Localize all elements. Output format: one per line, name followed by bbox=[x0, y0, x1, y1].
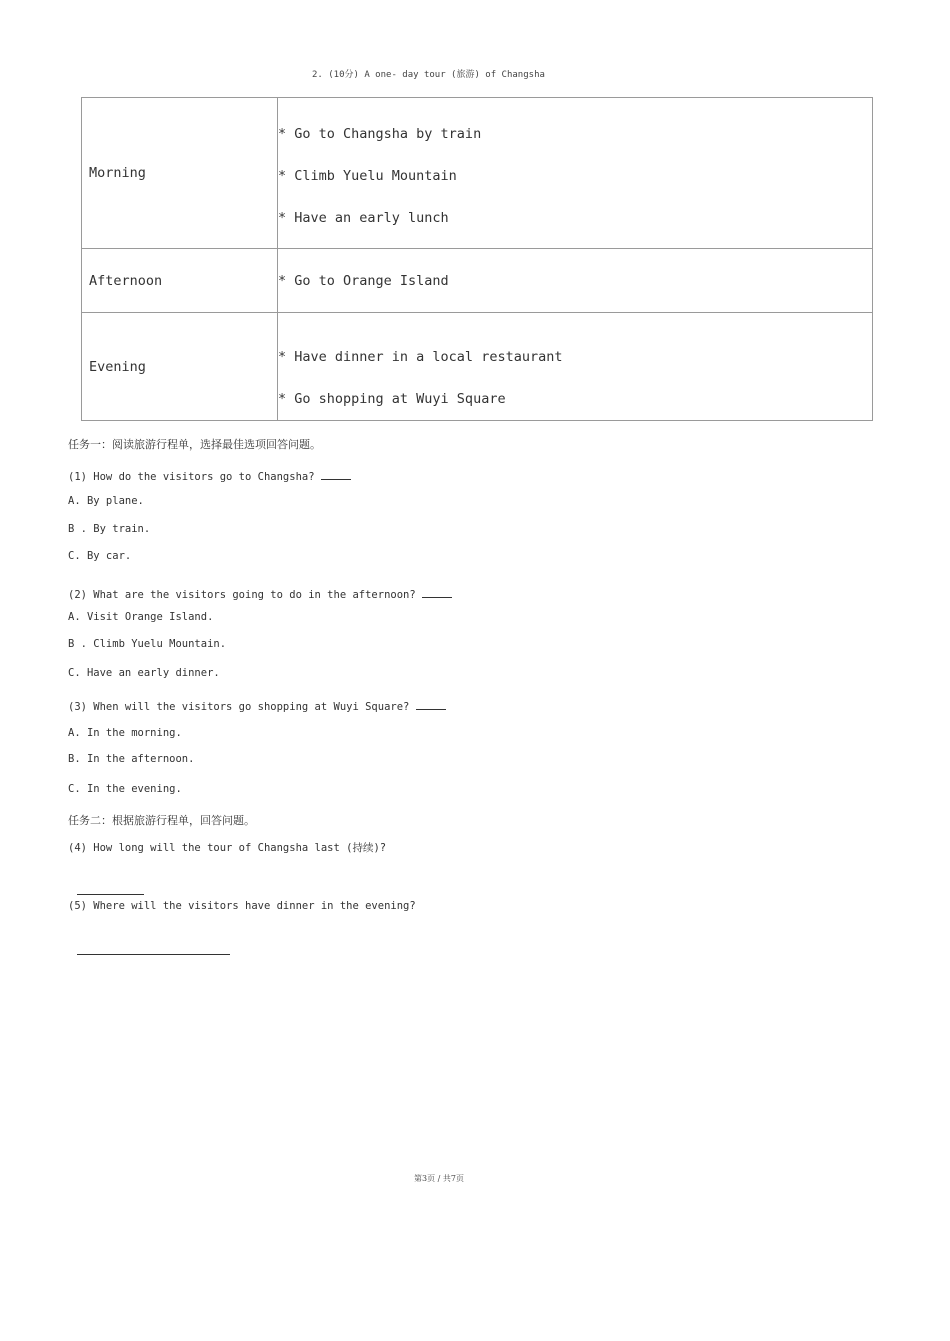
option-1a: A. By plane. bbox=[68, 495, 144, 507]
period-evening: Evening bbox=[82, 313, 278, 421]
question-heading: 2. (10分) A one- day tour (旅游) of Changsha bbox=[312, 70, 545, 80]
table-row bbox=[82, 313, 873, 421]
option-2c: C. Have an early dinner. bbox=[68, 667, 220, 679]
activity-item: * Have an early lunch bbox=[278, 210, 449, 226]
option-3c: C. In the evening. bbox=[68, 783, 182, 795]
question-3 bbox=[68, 699, 446, 713]
answer-blank[interactable] bbox=[422, 587, 452, 598]
answer-blank[interactable] bbox=[321, 469, 351, 480]
question-2-text: (2) What are the visitors going to do in the afternoon? bbox=[68, 589, 416, 601]
table-row bbox=[82, 249, 873, 313]
question-1-text: (1) How do the visitors go to Changsha? bbox=[68, 471, 315, 483]
answer-blank[interactable] bbox=[416, 699, 446, 710]
question-4: (4) How long will the tour of Changsha last (持续)? bbox=[68, 842, 387, 854]
task-two-instruction: 任务二：根据旅游行程单，回答问题。 bbox=[68, 814, 255, 827]
activities-evening bbox=[278, 313, 873, 421]
itinerary-table bbox=[81, 97, 873, 421]
period-afternoon: Afternoon bbox=[82, 249, 278, 313]
question-1 bbox=[68, 469, 351, 483]
question-5: (5) Where will the visitors have dinner in the evening? bbox=[68, 900, 416, 912]
activities-morning bbox=[278, 98, 873, 249]
page-footer: 第3页 / 共7页 bbox=[414, 1174, 464, 1183]
option-3b: B. In the afternoon. bbox=[68, 753, 195, 765]
answer-line-5[interactable] bbox=[77, 954, 230, 955]
option-2a: A. Visit Orange Island. bbox=[68, 611, 214, 623]
task-one-instruction: 任务一：阅读旅游行程单，选择最佳选项回答问题。 bbox=[68, 438, 321, 451]
activity-item: * Go to Changsha by train bbox=[278, 126, 482, 142]
table-row bbox=[82, 98, 873, 249]
activities-afternoon bbox=[278, 249, 873, 313]
option-1b: B . By train. bbox=[68, 523, 151, 535]
option-2b: B . Climb Yuelu Mountain. bbox=[68, 638, 227, 650]
activity-item: * Go shopping at Wuyi Square bbox=[278, 390, 506, 407]
activity-item: * Go to Orange Island bbox=[278, 272, 449, 289]
question-2 bbox=[68, 587, 452, 601]
activity-item: * Climb Yuelu Mountain bbox=[278, 168, 457, 184]
activity-item: * Have dinner in a local restaurant bbox=[278, 348, 563, 365]
option-1c: C. By car. bbox=[68, 550, 132, 562]
period-morning: Morning bbox=[82, 98, 278, 249]
option-3a: A. In the morning. bbox=[68, 727, 182, 739]
answer-line-4[interactable] bbox=[77, 894, 144, 895]
question-3-text: (3) When will the visitors go shopping at Wuyi Square? bbox=[68, 701, 410, 713]
